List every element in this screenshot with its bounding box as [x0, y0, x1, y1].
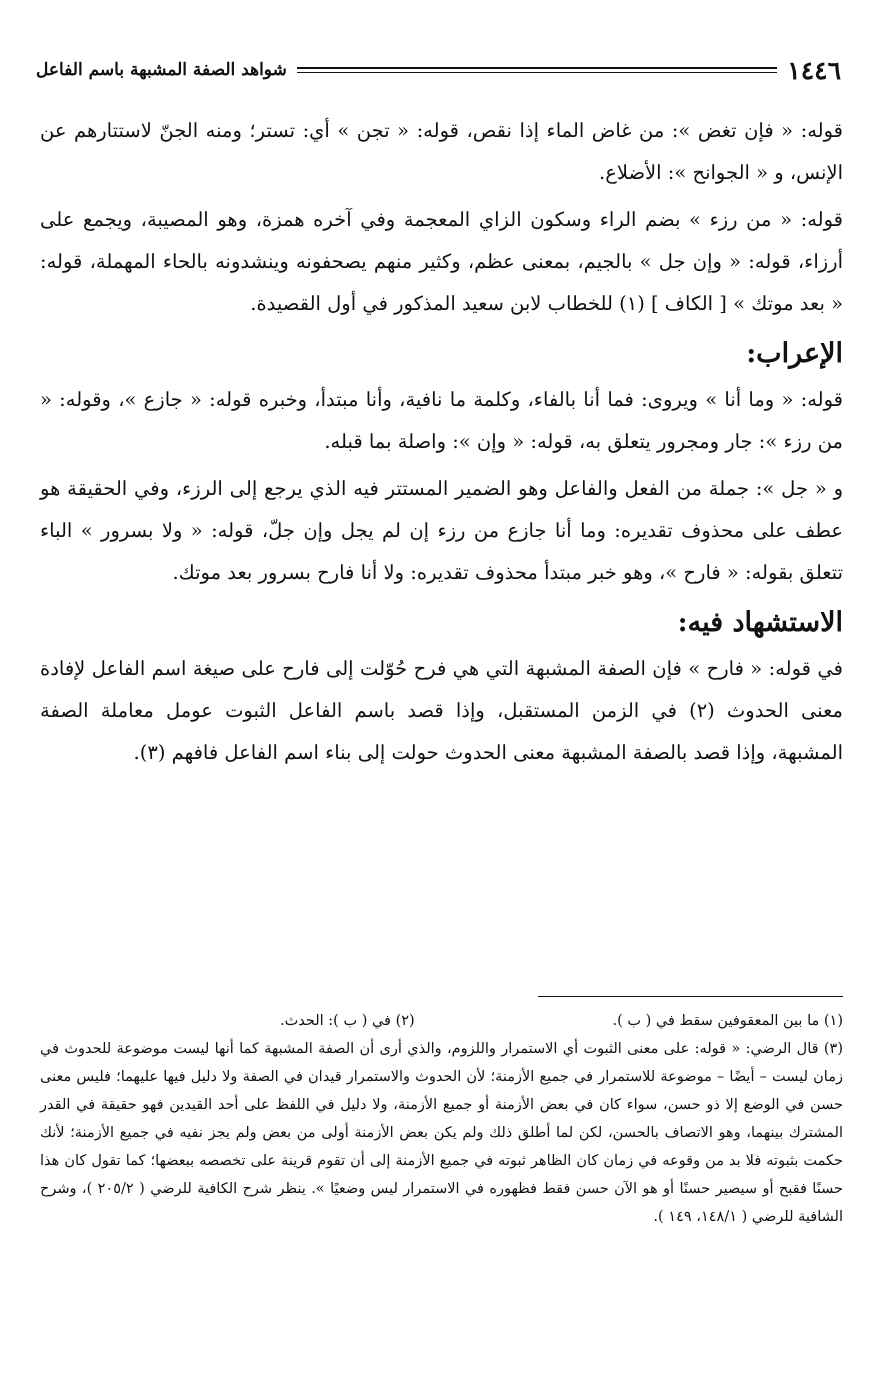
heading-istishhad: الاستشهاد فيه: [677, 607, 843, 638]
header-rule [297, 67, 777, 73]
page-number: ١٤٤٦ [787, 55, 841, 85]
heading-i3rab: الإعراب: [746, 338, 843, 369]
page-header [36, 52, 841, 88]
footnote-1: (١) ما بين المعقوفين سقط في ( ب ). [612, 1013, 843, 1029]
paragraph-vocabulary-2: قوله: « من رزء » بضم الراء وسكون الزاي المعجمة وفي آخره همزة، وهو المصيبة، ويجمع على أرزاء، قوله: « وإن جل » بالجيم، بمعنى عظم، وكثير منهم يصحفونه وينشدونه بالحاء المهملة، قوله: « بعد موتك » [ الكاف ] (١) للخطاب لابن سعيد المذكور في أول القصيدة. [40, 208, 843, 315]
footnote-separator [538, 996, 843, 997]
running-title: شواهد الصفة المشبهة باسم الفاعل [36, 60, 287, 80]
footnote-row-1-2 [40, 1008, 843, 1035]
main-text [40, 110, 843, 779]
paragraph-vocabulary-1: قوله: « فإن تغض »: من غاض الماء إذا نقص، قوله: « تجن » أي: تستر؛ ومنه الجنّ لاستتارهم عن الإنس، و « الجوانح »: الأضلاع. [40, 119, 843, 184]
paragraph-i3rab-2: و « جل »: جملة من الفعل والفاعل وهو الضمير المستتر فيه الذي يرجع إلى الرزء، وفي الحقيقة هو عطف على محذوف تقديره: وما أنا جازع من رزء إن لم يجل وإن جلّ، قوله: « ولا بسرور » الباء تتعلق بقوله: « فارح »، وهو خبر مبتدأ محذوف تقديره: ولا أنا فارح بسرور بعد موتك. [40, 477, 843, 584]
footnotes [40, 1008, 843, 1231]
footnote-2: (٢) في ( ب ): الحدث. [280, 1013, 415, 1029]
footnote-3: (٣) قال الرضي: « قوله: على معنى الثبوت أي الاستمرار واللزوم، والذي أرى أن الصفة المشبهة كما أنها ليست موضوعة للحدوث في زمان ليست – أيضًا – موضوعة للاستمرار في جميع الأزمنة؛ لأن الحدوث والاستمرار قيدان في الصفة ولا دليل فيها عليهما؛ فليس معنى حسن في الوضع إلا ذو حسن، سواء كان في بعض الأزمنة أو جميع الأزمنة، ولا دليل في اللفظ على أحد القيدين فهو حقيقة في القدر المشترك بينهما، وهو الاتصاف بالحسن، لكن لما أطلق ذلك ولم يكن بعض الأزمنة أولى من بعض ولم يجز نفيه في جميع الأزمنة؛ لأنك حكمت بثبوته فلا بد من وقوعه في زمان كان الظاهر ثبوته في جميع الأزمنة إلى أن تقوم قرينة على تخصصه ببعضها؛ كما تقول كان هذا حسنًا فقبح أو سيصير حسنًا أو هو الآن حسن فقط فظهوره في الاستمرار ليس وضعيًا ». ينظر شرح الكافية للرضي ( ٢٠٥/٢ )، وشرح الشافية للرضي ( ١٤٨/١، ١٤٩ ). [40, 1041, 843, 1225]
paragraph-i3rab-1: قوله: « وما أنا » ويروى: فما أنا بالفاء، وكلمة ما نافية، وأنا مبتدأ، وخبره قوله: « جازع »، وقوله: « من رزء »: جار ومجرور يتعلق به، قوله: « وإن »: واصلة بما قبله. [40, 388, 843, 453]
paragraph-istishhad: في قوله: « فارح » فإن الصفة المشبهة التي هي فرح حُوّلت إلى فارح على صيغة اسم الفاعل لإفادة معنى الحدوث (٢) في الزمن المستقبل، وإذا قصد باسم الفاعل الثبوت عومل معاملة الصفة المشبهة، وإذا قصد بالصفة المشبهة معنى الحدوث حولت إلى بناء اسم الفاعل فافهم (٣). [40, 657, 843, 764]
